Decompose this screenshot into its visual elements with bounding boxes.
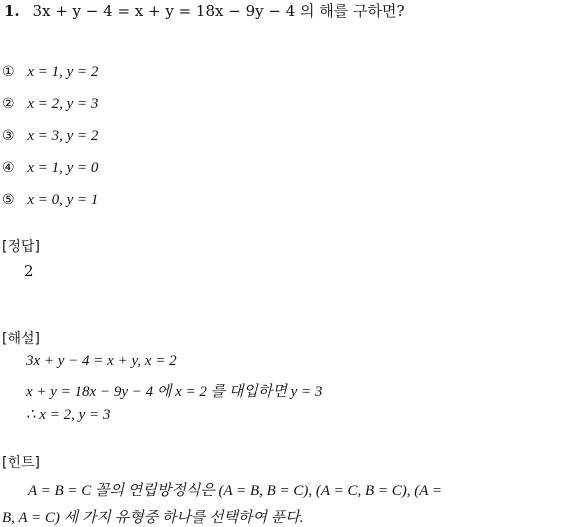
option-marker: ③ (2, 128, 15, 144)
explanation-label: [해설] (2, 331, 40, 347)
answer-value: 2 (24, 262, 34, 280)
problem-header (4, 0, 405, 21)
option-5 (2, 190, 98, 209)
option-marker: ② (2, 96, 15, 112)
hint-line-2: B, A = C) 세 가지 유형중 하나를 선택하여 푼다. (2, 510, 304, 526)
option-marker: ① (2, 64, 15, 80)
option-text: x = 1, y = 0 (27, 160, 99, 176)
option-3 (2, 126, 98, 145)
option-marker: ④ (2, 160, 15, 176)
explanation-line-3: ∴ x = 2, y = 3 (26, 407, 111, 423)
option-text: x = 0, y = 1 (27, 192, 99, 208)
option-1 (2, 62, 98, 81)
hint-label: [힌트] (2, 455, 40, 471)
hint-line-1: A = B = C 꼴의 연립방정식은 (A = B, B = C), (A = C, B = C), (A = (28, 483, 442, 499)
problem-number: 1. (4, 2, 20, 20)
answer-label: [정답] (2, 239, 40, 255)
option-2 (2, 94, 98, 113)
option-4 (2, 158, 98, 177)
option-text: x = 2, y = 3 (27, 96, 99, 112)
problem-statement: 3x + y − 4 = x + y = 18x − 9y − 4 의 해를 구하면? (32, 2, 405, 20)
explanation-line-1: 3x + y − 4 = x + y, x = 2 (26, 353, 177, 369)
option-text: x = 3, y = 2 (27, 128, 99, 144)
explanation-line-2: x + y = 18x − 9y − 4 에 x = 2 를 대입하면 y = 3 (26, 384, 323, 400)
option-marker: ⑤ (2, 192, 15, 208)
option-text: x = 1, y = 2 (27, 64, 99, 80)
